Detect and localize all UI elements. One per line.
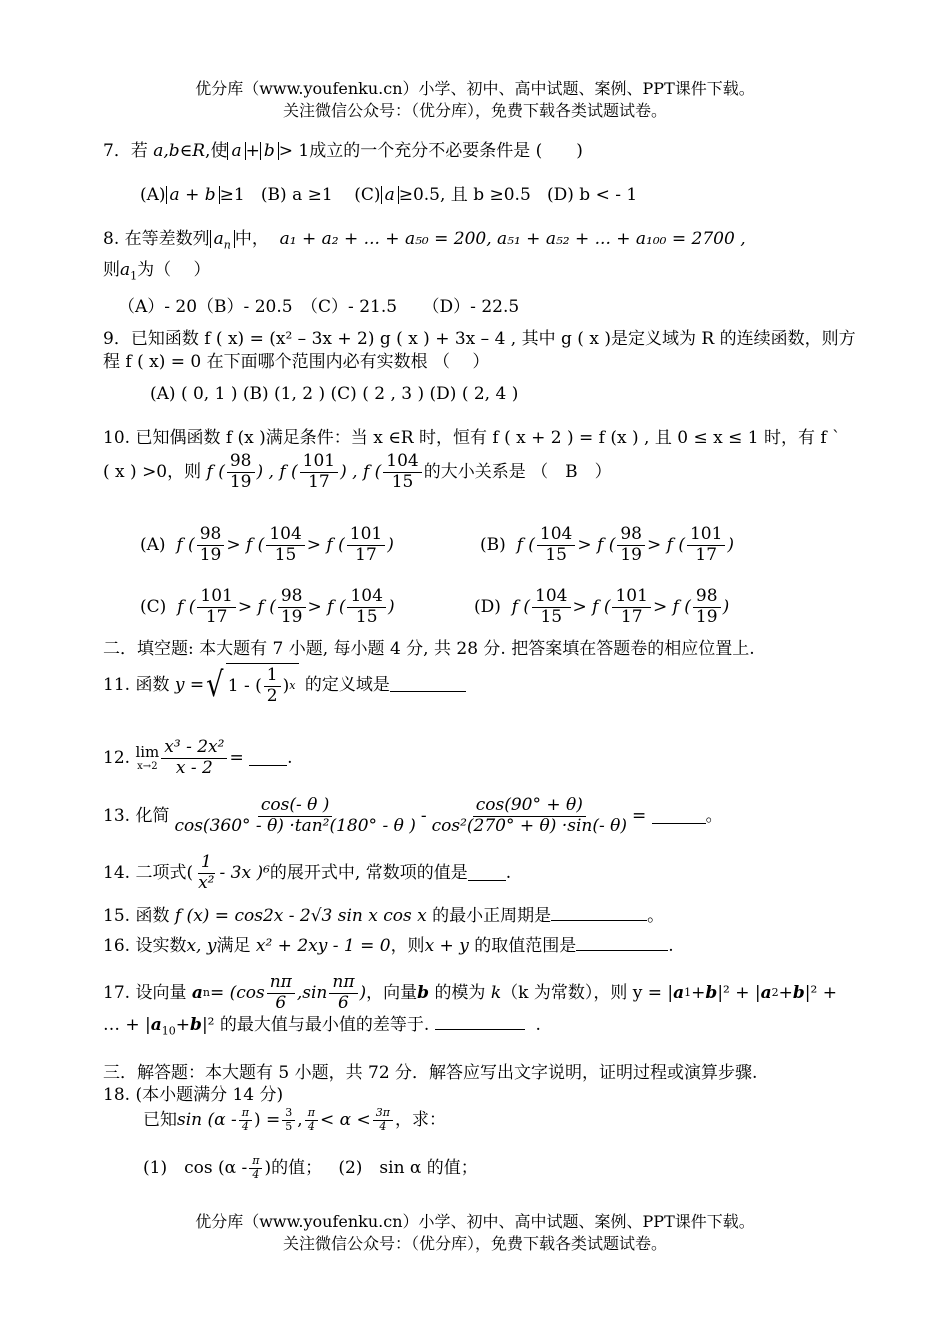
question-10-option-c: (C) f ( $\frac{101}{17}$ > f ( $\frac{98}{19}$ > f ( $\frac{104}{15}$ ) <box>140 586 395 627</box>
question-17-line1: 17. 设向量 a n = (cos $\frac{n\pi}{6}$ ,sin $\frac{n\pi}{6}$ ) ，向量 b 的模为 k （k 为常数），则 y = | a 1 + b |² + | a 2 + b |² + <box>103 972 837 1013</box>
question-9-line1: 9．已知函数 f ( x) = (x² – 3x + 2) g ( x ) + 3x – 4 , 其中 g ( x )是定义域为 R 的连续函数，则方 <box>103 329 856 349</box>
question-9-line2: 程 f ( x) = 0 在下面哪个范围内必有实数根 （ ） <box>103 352 490 372</box>
question-18-title: 18. (本小题满分 14 分) <box>103 1085 284 1105</box>
answer-blank-13[interactable] <box>652 809 706 824</box>
section-3-heading: 三．解答题：本大题有 5 小题，共 72 分．解答应写出文字说明，证明过程或演算步骤. <box>103 1063 758 1083</box>
answer-blank-17[interactable] <box>435 1015 525 1030</box>
question-7-options: (A) a + b ≥1 (B) a ≥1 (C) a ≥0.5, 且 b ≥0.5 (D) b < - 1 <box>140 185 638 205</box>
sqrt-symbol: √ 1 - ( $\frac{1}{2}$ ) x <box>204 663 299 706</box>
question-18-given: 已知 sin (α - $\frac{\pi}{4}$ ) = $\frac{3}{5}$ , $\frac{\pi}{4}$ < α < $\frac{3\pi}{4}$ ，求： <box>143 1106 446 1133</box>
question-7-stem: 7．若 a,b∈R,使 a + b > 1成立的一个充分不必要条件是 ( ) <box>103 141 583 161</box>
question-14: 14. 二项式( $\frac{1}{\text{x²}}$ - 3x )⁶ 的展开式中, 常数项的值是 . <box>103 852 512 893</box>
question-9-options: (A) ( 0, 1 ) (B) (1, 2 ) (C) ( 2 , 3 ) (D) ( 2, 4 ) <box>150 384 519 404</box>
footer-line-2: 关注微信公众号：（优分库），免费下载各类试题试卷。 <box>282 1234 667 1253</box>
answer-blank-14[interactable] <box>468 866 506 881</box>
question-16: 16. 设实数x, y满足 x² + 2xy - 1 = 0，则x + y 的取值范围是 . <box>103 936 674 956</box>
section-2-heading: 二．填空题: 本大题有 7 小题, 每小题 4 分, 共 28 分. 把答案填在答题卷的相应位置上. <box>103 639 755 659</box>
footer-line-1: 优分库（www.youfenku.cn）小学、初中、高中试题、案例、PPT课件下载。 <box>195 1212 755 1231</box>
question-13: 13. 化简 $\frac{\cos(- \theta )}{\text{cos(360° - θ) ·tan²(180° - θ )}}$ - $\frac{\cos(90^\circ + \theta)}{\text{cos²(270° + θ) ·sin(- θ)}}$ = 。 <box>103 795 723 836</box>
header-line-1: 优分库（www.youfenku.cn）小学、初中、高中试题、案例、PPT课件下载。 <box>195 79 755 98</box>
question-8-stem: 8. 在等差数列 $a_n$ 中， a₁ + a₂ + ... + a₅₀ = 200, a₅₁ + a₅₂ + ... + a₁₀₀ = 2700 , <box>103 229 746 252</box>
question-10-option-b: (B) f ( $\frac{104}{15}$ > f ( $\frac{98}{19}$ > f ( $\frac{101}{17}$ ) <box>480 524 735 565</box>
question-10-option-d: (D) f ( $\frac{104}{15}$ > f ( $\frac{101}{17}$ > f ( $\frac{98}{19}$ ) <box>474 586 730 627</box>
question-15: 15. 函数 f (x) = cos2x - 2√3 sin x cos x 的最小正周期是 。 <box>103 906 665 926</box>
question-10-option-a: (A) f ( $\frac{98}{19}$ > f ( $\frac{104}{15}$ > f ( $\frac{101}{17}$ ) <box>140 524 394 565</box>
question-8-line2: 则$a_1$为（ ） <box>103 260 211 283</box>
question-10-line1: 10. 已知偶函数 f (x )满足条件：当 x ∈R 时，恒有 f ( x + 2 ) = f (x ) , 且 0 ≤ x ≤ 1 时，有 f ` <box>103 428 841 448</box>
question-12: 12. lim x→2 $\frac{\text{x³ - 2x²}}{x - 2}$ = . <box>103 737 293 778</box>
question-18-parts: (1) cos (α - $\frac{\pi}{4}$ )的值； (2) sin α 的值； <box>143 1154 478 1181</box>
answer-blank-12[interactable] <box>249 751 287 766</box>
question-8-options: （A）- 20（B）- 20.5 （C）- 21.5 （D）- 22.5 <box>118 297 520 317</box>
header-line-2: 关注微信公众号：（优分库），免费下载各类试题试卷。 <box>282 101 667 120</box>
question-17-line2: … + $|a_{10}+b|^2$ 的最大值与最小值的差等于. . <box>103 1015 541 1038</box>
answer-blank-11[interactable] <box>390 677 466 692</box>
answer-blank-15[interactable] <box>551 906 647 921</box>
question-10-line2: ( x ) >0，则 f ( $\frac{98}{19}$ ) , f ( $\frac{101}{17}$ ) , f ( $\frac{104}{15}$ 的大小关系是 （ B ） <box>103 451 612 492</box>
question-11: 11. 函数 y = √ 1 - ( $\frac{1}{2}$ ) x 的定义域是 <box>103 663 466 706</box>
answer-blank-16[interactable] <box>576 936 668 951</box>
